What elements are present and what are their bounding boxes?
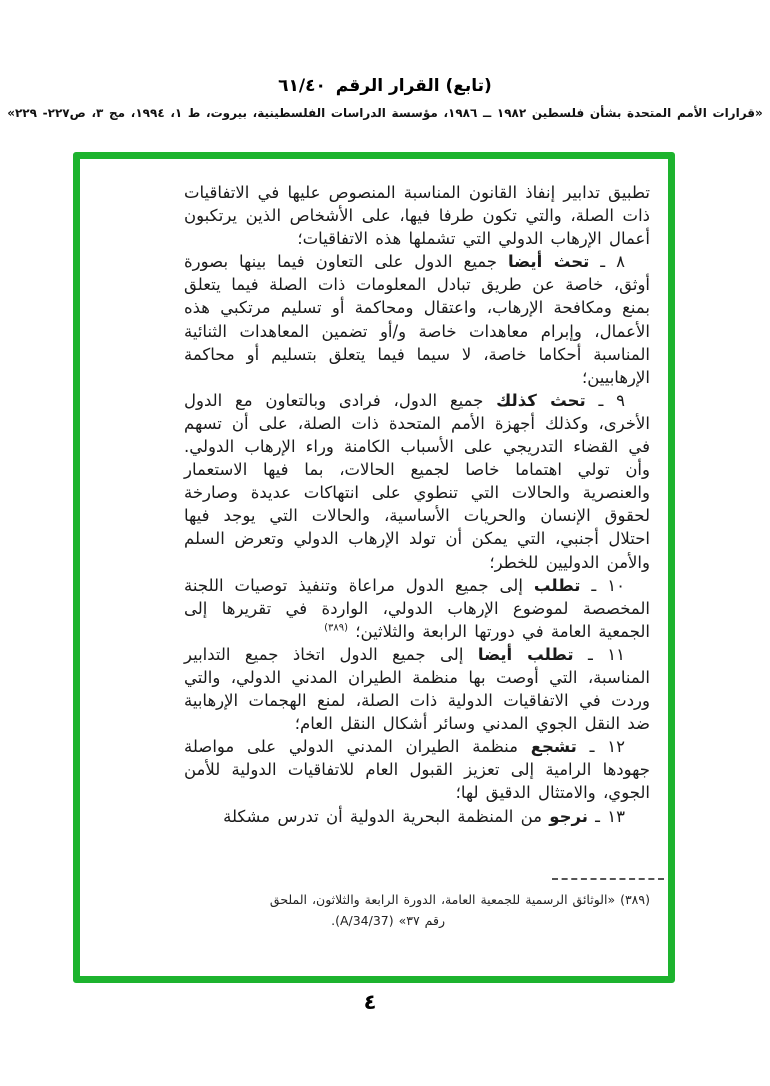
footnote-line-1: (٣٨٩) «الوثائق الرسمية للجمعية العامة، الدورة الرابعة والثلاثون، الملحق — [269, 892, 650, 907]
footnote-line-2: رقم ٣٧» (A/34/37). — [331, 913, 445, 928]
paragraph-number: ٨ ـ — [600, 252, 625, 272]
paragraph-text: إلى جميع الدول مراعاة وتنفيذ توصيات اللجنة المخصصة لموضوع الإرهاب الدولي، الواردة في تقريرها إلى الجمعية العامة في دورتها الرابعة والثلاثين؛ — [184, 575, 650, 641]
paragraph-text: جميع الدول، فرادى وبالتعاون مع الدول الأخرى، وكذلك أجهزة الأمم المتحدة ذات الصلة، على أن تسهم في القضاء التدريجي على الأسباب الكامنة وراء الإرهاب الدولي. وأن تولي اهتماما خاصا لجميع الحالات، بما فيها الاستعمار والعنصرية والحالات التي تنطوي على انتهاكات عديدة وصارخة لحقوق الإنسان والحريات الأساسية، والحالات التي يوجد فيها احتلال أجنبي، التي يمكن أن تولد الإرهاب الدولي وتعرض السلم والأمن الدوليين للخطر؛ — [184, 390, 650, 572]
paragraph-lead: تطلب — [533, 575, 581, 595]
resolution-number: ٦١/٤٠ — [278, 76, 326, 96]
paragraph-number: ١٠ ـ — [591, 575, 625, 595]
paragraph-8 — [184, 250, 650, 389]
paragraph-text: تطبيق تدابير إنفاذ القانون المناسبة المنصوص عليها في الاتفاقيات ذات الصلة، والتي تكون طرفا فيها، على الأشخاص الذين يرتكبون أعمال الإرهاب الدولي التي تشملها هذه الاتفاقيات؛ — [184, 183, 650, 249]
paragraph-10 — [184, 574, 650, 643]
footnote-block — [160, 878, 650, 931]
source-citation: «قرارات الأمم المتحدة بشأن فلسطين ١٩٨٢ ــ ١٩٨٦، مؤسسة الدراسات الفلسطينية، بيروت، ط ١، ١٩٩٤، مج ٣، ص٢٢٧- ٢٢٩» — [7, 106, 763, 120]
paragraph-text: إلى جميع الدول اتخاذ جميع التدابير المناسبة، التي أوصت بها منظمة الطيران المدني الدولي، والتي وردت في الاتفاقيات الدولية ذات الصلة، لمنع الهجمات الإرهابية ضد النقل الجوي المدني وسائر أشكال النقل العام؛ — [184, 644, 650, 734]
paragraph-text: من المنظمة البحرية الدولية أن تدرس مشكلة — [223, 806, 542, 826]
paragraph-lead: تحث أيضا — [507, 252, 590, 272]
paragraph-12 — [184, 735, 650, 804]
page-number: ٤ — [363, 990, 377, 1014]
title-text: (تابع) القرار الرقم — [335, 76, 492, 96]
paragraph-lead: تحث كذلك — [496, 390, 586, 410]
paragraph-text: منظمة الطيران المدني الدولي على مواصلة جهودها الرامية إلى تعزيز القبول العام للاتفاقيات الدولية للأمن الجوي، والامتثال الدقيق لها؛ — [184, 737, 650, 803]
paragraph-number: ١٢ ـ — [589, 737, 625, 757]
footnote-separator — [552, 878, 664, 880]
paragraph-text: جميع الدول على التعاون فيما بينها بصورة أوثق، خاصة عن طريق تبادل المعلومات ذات الصلة فيما يتعلق بمنع ومكافحة الإرهاب، واعتقال ومحاكمة أو تسليم مرتكبي هذه الأعمال، وإبرام معاهدات خاصة و/أو تضمين المعاهدات الثنائية المناسبة أحكاما خاصة، لا سيما فيما يتعلق بتسليم أو محاكمة الإرهابيين؛ — [184, 252, 650, 387]
paragraph-lead: تشجع — [530, 737, 577, 757]
paragraph-9 — [184, 389, 650, 574]
paragraph-lead: نرجو — [549, 806, 588, 826]
page-title — [0, 76, 770, 96]
resolution-text-block — [184, 181, 650, 828]
paragraph-11 — [184, 643, 650, 735]
paragraph-number: ٩ ـ — [598, 390, 625, 410]
paragraph-lead: تطلب أيضا — [477, 644, 574, 664]
paragraph-13 — [184, 805, 650, 828]
paragraph-number: ١٣ ـ — [595, 806, 625, 826]
footnote-marker: (٣٨٩) — [324, 622, 349, 634]
paragraph-continuation — [184, 181, 650, 250]
paragraph-number: ١١ ـ — [588, 644, 626, 664]
